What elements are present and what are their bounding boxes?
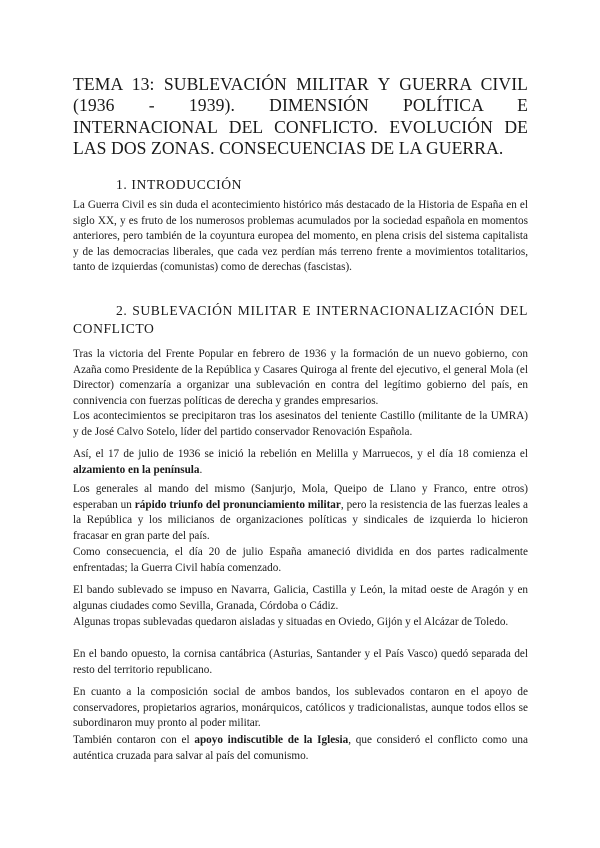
intro-paragraph: La Guerra Civil es sin duda el acontecimiento histórico más destacado de la Historia de España en el siglo XX, y es fruto de los numerosos problemas acumulados por la sociedad española en momentos anteriores, pero también de la coyuntura europea del momento, en plena crisis del sistema capitalista y de las democracias liberales, que cada vez perdían más terreno frente a movimientos totalitarios, tanto de izquierdas (comunistas) como de derechas (fascistas).	[73, 199, 528, 274]
paragraph-tropas-aisladas: Algunas tropas sublevadas quedaron aisladas y situadas en Oviedo, Gijón y el Alcázar de Toledo.	[73, 616, 509, 628]
paragraph-rebelion-end: .	[199, 463, 203, 476]
paragraph-consecuencia: Como consecuencia, el día 20 de julio España amaneció dividida en dos partes radicalmente enfrentadas; la Guerra Civil había comenzado.	[73, 546, 528, 574]
paragraph-generales-text: Los generales al mando del mismo (Sanjurjo, Mola, Queipo de Llano y Franco, entre otros) esperaban un	[73, 483, 528, 511]
paragraph-generales-end: , pero la resistencia de las fuerzas leales a la República y los milicianos de organizaciones políticas y sindicales de izquierda lo hicieron fracasar en gran parte del país.	[73, 498, 528, 542]
paragraph-iglesia-bold: apoyo indiscutible de la Iglesia	[194, 734, 349, 746]
section-heading-introduccion: 1. INTRODUCCIÓN	[116, 177, 243, 192]
paragraph-rebelion	[73, 447, 528, 478]
paragraph-iglesia-text: También contaron con el	[73, 734, 195, 746]
paragraph-bando-sublevado: El bando sublevado se impuso en Navarra, Galicia, Castilla y León, la mitad oeste de Aragón y en algunas ciudades como Sevilla, Granada, Córdoba o Cádiz.	[73, 584, 528, 612]
paragraph-frente-popular: Tras la victoria del Frente Popular en febrero de 1936 y la formación de un nuevo gobierno, con Azaña como Presidente de la República y Casares Quiroga al frente del ejecutivo, el general Mola (el Director) comenzaría a organizar una sublevación en contra del legítimo gobierno del país, en connivencia con fuerzas políticas de derecha y grandes empresarios.	[73, 348, 528, 407]
paragraph-iglesia	[73, 733, 528, 764]
paragraph-generales-bold: rápido triunfo del pronunciamiento militar	[134, 498, 341, 511]
section-heading-sublevacion: 2. SUBLEVACIÓN MILITAR E INTERNACIONALIZACIÓN DEL CONFLICTO	[73, 303, 528, 336]
document-title: TEMA 13: SUBLEVACIÓN MILITAR Y GUERRA CIVIL (1936 - 1939). DIMENSIÓN POLÍTICA E INTERNACIONAL DEL CONFLICTO. EVOLUCIÓN DE LAS DOS ZONAS. CONSECUENCIAS DE LA GUERRA.	[73, 74, 528, 158]
paragraph-generales	[73, 482, 528, 544]
paragraph-rebelion-bold: alzamiento en la península	[73, 463, 200, 476]
paragraph-rebelion-text: Así, el 17 de julio de 1936 se inició la rebelión en Melilla y Marruecos, y el día 18 comienza el	[73, 448, 528, 460]
paragraph-composicion-social: En cuanto a la composición social de ambos bandos, los sublevados contaron en el apoyo de conservadores, propietarios agrarios, monárquicos, católicos y tradicionalistas, aunque todos ellos se subordinaron muy pronto al poder militar.	[73, 686, 528, 730]
paragraph-asesinatos: Los acontecimientos se precipitaron tras los asesinatos del teniente Castillo (militante de la UMRA) y de José Calvo Sotelo, líder del partido conservador Renovación Española.	[73, 410, 528, 438]
paragraph-iglesia-end: , que consideró el conflicto como una auténtica cruzada para salvar al país del comunismo.	[73, 734, 528, 762]
paragraph-bando-opuesto: En el bando opuesto, la cornisa cantábrica (Asturias, Santander y el País Vasco) quedó separada del resto del territorio republicano.	[73, 648, 528, 676]
